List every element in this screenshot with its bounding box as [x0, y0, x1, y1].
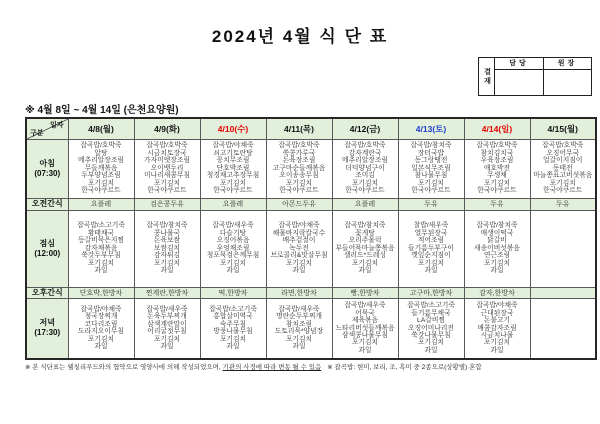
menu-item: 돈불고기 — [483, 317, 511, 325]
menu-item: 잡곡밥/참치죽 — [146, 222, 188, 230]
menu-item: 어묵국 — [355, 309, 375, 317]
menu-item: 샐러드*드레싱 — [343, 252, 387, 260]
snack-cell: 고구마,한방차 — [398, 287, 464, 298]
menu-cell — [332, 298, 398, 359]
menu-cell — [68, 139, 134, 198]
menu-cell — [398, 139, 464, 198]
menu-item: 얼갈이지짐이 — [543, 157, 583, 165]
menu-item: 잡곡밥/호박죽 — [278, 142, 320, 150]
menu-item: 한국야쿠르트 — [543, 187, 583, 195]
menu-item: 도라지오이무침 — [78, 328, 124, 336]
corner-label-category: 구분 — [30, 129, 44, 137]
menu-item: 과일 — [160, 343, 174, 351]
menu-item: 더덕양념구이 — [345, 164, 385, 172]
menu-item: 잡곡밥/야채죽 — [476, 302, 518, 310]
menu-item: 방풍나물무침 — [213, 328, 253, 336]
menu-item: 마늘쫑표고버섯볶음 — [533, 172, 593, 180]
menu-item: 과일 — [226, 343, 240, 351]
meal-row — [26, 139, 596, 198]
menu-cell — [398, 298, 464, 359]
row-label: 아침 (07:30) — [26, 139, 68, 198]
menu-item: 명란순두부찌개 — [276, 313, 322, 321]
menu-cell — [332, 139, 398, 198]
snack-cell: 아몬드두유 — [266, 198, 332, 210]
menu-item: 잡곡밥/새우죽 — [344, 302, 386, 310]
snack-cell: 라면,한방차 — [266, 287, 332, 298]
menu-item: 단호박조림 — [216, 164, 250, 172]
menu-item: 느타리버섯들깨볶음 — [335, 324, 395, 332]
date-header: 4/8(월) — [68, 118, 134, 139]
menu-item: 도토리묵*양념장 — [274, 328, 324, 336]
date-header: 4/15(월) — [530, 118, 596, 139]
menu-item: 삼색계란말이 — [147, 320, 187, 328]
date-header: 4/9(화) — [134, 118, 200, 139]
menu-item: 포기김치 — [483, 179, 511, 187]
menu-item: 포기김치 — [417, 179, 445, 187]
menu-item: 우엉채조림 — [216, 244, 250, 252]
approval-box — [478, 57, 592, 96]
menu-item: 시금치나물 — [480, 331, 514, 339]
menu-item: 열무된장국 — [414, 229, 448, 237]
snack-cell: 빵,한방차 — [332, 287, 398, 298]
menu-cell — [332, 210, 398, 287]
menu-cell — [68, 298, 134, 359]
menu-item: 보쌈김치 — [153, 244, 181, 252]
menu-cell — [398, 210, 464, 287]
menu-item: 과일 — [490, 346, 504, 354]
menu-item: 한국야쿠르트 — [345, 187, 385, 195]
menu-item: 참치조림 — [285, 320, 313, 328]
approval-col-manager — [495, 58, 543, 95]
menu-item: 잡곡밥/소고기죽 — [407, 302, 455, 310]
menu-item: 청경채고추장무침 — [206, 172, 260, 180]
row-label: 점심 (12:00) — [26, 210, 68, 287]
footer-note2-text: ※ 잡곡밥: 현미, 보리, 조, 흑미 중 2종으로(상황별) 혼합 — [327, 364, 482, 371]
menu-item: 포기김치 — [87, 179, 115, 187]
menu-item: 포기김치 — [483, 259, 511, 267]
menu-item: 쑥갓나물무침 — [411, 331, 451, 339]
snack-cell: 요플레 — [332, 198, 398, 210]
menu-item: 무생채 — [487, 172, 507, 180]
menu-cell — [200, 298, 266, 359]
snack-cell: 두유 — [530, 198, 596, 210]
row-label: 오전간식 — [26, 198, 68, 210]
menu-item: 청국장찌개 — [84, 313, 118, 321]
menu-item: 한국야쿠르트 — [279, 187, 319, 195]
menu-item: 오징어볶음 — [216, 237, 250, 245]
menu-item: 과일 — [94, 343, 108, 351]
menu-item: 애호박전 — [483, 164, 511, 172]
menu-item: 돈육두부찌개 — [147, 313, 187, 321]
menu-cell — [530, 298, 596, 359]
menu-item: 황태채국 — [87, 229, 115, 237]
menu-item: 두부양념조림 — [81, 172, 121, 180]
approval-label: 결재 — [479, 58, 495, 95]
menu-item: 포기김치 — [285, 179, 313, 187]
menu-item: 잡곡밥/호박죽 — [344, 142, 386, 150]
corner-cell — [26, 118, 68, 139]
snack-cell: 찐계란,한방차 — [134, 287, 200, 298]
snack-cell — [530, 287, 596, 298]
menu-item: 잡곡밥/소고기죽 — [209, 305, 257, 313]
menu-item: 잡곡밥/호박죽 — [542, 142, 584, 150]
footer-note1-underlined: 기관의 사정에 따라 변동 될 수 있음 — [222, 364, 322, 371]
menu-item: 메추리알장조림 — [78, 157, 124, 165]
menu-item: 포기김치 — [285, 259, 313, 267]
menu-item: 오이송송무침 — [279, 172, 319, 180]
menu-item: 포기김치 — [153, 179, 181, 187]
menu-item: 포기김치 — [351, 339, 379, 347]
menu-cell — [200, 139, 266, 198]
menu-item: 포기김치 — [351, 259, 379, 267]
menu-item: 포기김치 — [219, 179, 247, 187]
menu-item: 닭갈비 — [487, 237, 507, 245]
menu-item: 청포묵검은깨무침 — [206, 252, 260, 260]
menu-item: 삼색콩나물무침 — [342, 331, 388, 339]
menu-item: 잡곡밥/참치죽 — [410, 142, 452, 150]
menu-item: 메추리알장조림 — [342, 157, 388, 165]
menu-cell — [134, 210, 200, 287]
menu-item: 시금치토장국 — [147, 149, 187, 157]
menu-item: 홍합살미역국 — [213, 313, 253, 321]
date-header-row — [26, 118, 596, 139]
menu-cell — [464, 139, 530, 198]
menu-cell — [134, 298, 200, 359]
menu-item: 과일 — [292, 343, 306, 351]
menu-cell — [530, 210, 596, 287]
menu-item: 포기김치 — [87, 259, 115, 267]
approval-col-header: 담당 — [495, 58, 543, 70]
menu-item: 참나물무침 — [414, 172, 448, 180]
menu-item: 잡곡밥/새우죽 — [278, 305, 320, 313]
row-label: 오후간식 — [26, 287, 68, 298]
approval-signature-area — [495, 70, 543, 95]
menu-item: 잡곡밥/야채죽 — [212, 142, 254, 150]
menu-item: 찰밥/새우죽 — [413, 222, 449, 230]
menu-item: 콩나물국 — [153, 229, 181, 237]
menu-item: 잡곡밥/호박죽 — [146, 142, 188, 150]
menu-item: 과일 — [226, 267, 240, 275]
menu-item: 숙주무침 — [219, 320, 247, 328]
menu-item: 쑥갓두부무침 — [81, 252, 121, 260]
menu-item: 연근조림 — [483, 252, 511, 260]
date-header: 4/12(금) — [332, 118, 398, 139]
date-header: 4/11(목) — [266, 118, 332, 139]
menu-item: 부들어묵마늘쫑볶음 — [335, 244, 395, 252]
menu-item: 포기김치 — [153, 335, 181, 343]
menu-item: 포기김치 — [351, 179, 379, 187]
menu-item: 들기름무채국 — [411, 309, 451, 317]
meal-row — [26, 298, 596, 359]
menu-item: 포기김치 — [417, 259, 445, 267]
snack-cell: 두유 — [398, 198, 464, 210]
menu-cell — [200, 210, 266, 287]
menu-item: 쑥콩가루국 — [282, 149, 316, 157]
snack-cell: 두유 — [464, 198, 530, 210]
menu-item: 해물바지락칼국수 — [272, 229, 326, 237]
snack-cell: 단호박,한방차 — [68, 287, 134, 298]
menu-item: 포기김치 — [417, 339, 445, 347]
menu-item: 다슬기탕 — [219, 229, 247, 237]
snack-row — [26, 287, 596, 298]
snack-cell: 요플레 — [68, 198, 134, 210]
footer-note — [25, 362, 482, 371]
menu-item: 과일 — [424, 346, 438, 354]
menu-item: 포기김치 — [153, 259, 181, 267]
menu-item: 녹두전 — [289, 244, 309, 252]
menu-item: 한국야쿠르트 — [81, 187, 121, 195]
date-range-subtitle: ※ 4월 8일 ~ 4월 14일 (은천요양원) — [25, 105, 179, 116]
menu-item: 과일 — [358, 346, 372, 354]
snack-cell: 떡,한방차 — [200, 287, 266, 298]
menu-item: 등갈비묵은지찜 — [78, 237, 124, 245]
menu-item: 동그랑땡전 — [414, 157, 448, 165]
menu-item: 감자채볶음 — [84, 244, 118, 252]
menu-item: 포기김치 — [285, 335, 313, 343]
approval-col-header: 원장 — [544, 58, 591, 70]
menu-item: 돈육장조림 — [282, 157, 316, 165]
menu-item: 잡곡밥/새우죽 — [146, 305, 188, 313]
row-label: 저녁 (17:30) — [26, 298, 68, 359]
menu-item: 돈육보쌈 — [153, 237, 181, 245]
menu-cell — [266, 210, 332, 287]
menu-item: 장터국밥 — [417, 149, 445, 157]
menu-item: 감자계란국 — [348, 149, 382, 157]
menu-item: 포기김치 — [483, 339, 511, 347]
menu-item: 오징어미나리전 — [408, 324, 454, 332]
menu-item: 어리굴젓무침 — [147, 328, 187, 336]
menu-item: 과일 — [490, 267, 504, 275]
approval-signature-area — [544, 70, 591, 95]
menu-item: 근대된장국 — [480, 309, 514, 317]
menu-item: 적어조림 — [417, 237, 445, 245]
menu-item: 오징어무국 — [546, 149, 580, 157]
footer-note1-text: ※ 본 식단표는 웰칭리푸드와의 협약으로 영양사에 의해 작성되었으며, — [25, 364, 223, 371]
menu-item: 잡곡밥/참치죽 — [344, 222, 386, 230]
menu-item: 잡곡밥/호박죽 — [476, 142, 518, 150]
menu-item: 포기김치 — [219, 259, 247, 267]
menu-item: 동태전 — [552, 164, 573, 172]
menu-item: 조미김 — [355, 172, 375, 180]
menu-item: 잡곡밥/새우죽 — [212, 222, 254, 230]
menu-item: 오이뱃두리 — [150, 164, 184, 172]
menu-item: 과일 — [94, 267, 108, 275]
corner-label-date: 일자 — [49, 122, 64, 129]
menu-item: 한국야쿠르트 — [147, 187, 187, 195]
menu-item: 들기름두부구이 — [408, 244, 454, 252]
menu-item: 과일 — [358, 267, 372, 275]
page-title: 2024년 4월 식 단 표 — [211, 27, 389, 46]
menu-item: 배추겉절이 — [282, 237, 316, 245]
date-header: 4/13(토) — [398, 118, 464, 139]
snack-cell: 요플레 — [200, 198, 266, 210]
snack-row — [26, 198, 596, 210]
menu-item: 한국야쿠르트 — [213, 187, 253, 195]
menu-cell — [68, 210, 134, 287]
menu-item: 미나리새콤무침 — [144, 172, 190, 180]
menu-item: 가자미뎃장조림 — [144, 157, 190, 165]
menu-cell — [464, 298, 530, 359]
menu-cell — [464, 210, 530, 287]
menu-item: 고구마순들깨볶음 — [272, 164, 326, 172]
menu-item: 우육장조림 — [480, 157, 514, 165]
menu-item: 오리주물럭 — [348, 237, 382, 245]
menu-item: 잡곡밥/참치죽 — [476, 222, 518, 230]
approval-col-director — [543, 58, 591, 95]
menu-item: 포기김치 — [219, 335, 247, 343]
menu-item: 꽁치무조림 — [216, 157, 250, 165]
menu-item: 잡곡밥/소고기죽 — [77, 222, 125, 230]
menu-table — [25, 117, 597, 360]
menu-item: 감자튀김 — [153, 252, 181, 260]
menu-item: 일본식무조림 — [411, 164, 451, 172]
menu-item: 과일 — [160, 267, 174, 275]
menu-item: 코다리조림 — [84, 320, 118, 328]
menu-item: 한국야쿠르트 — [477, 187, 517, 195]
menu-item: 쇠고기토란탕 — [213, 149, 253, 157]
meal-row — [26, 210, 596, 287]
menu-item: 꽃게탕 — [355, 229, 375, 237]
menu-cell — [266, 139, 332, 198]
menu-item: 매콤감자조림 — [477, 324, 517, 332]
menu-item: 참치김치국 — [480, 149, 514, 157]
menu-cell — [134, 139, 200, 198]
menu-item: 잡곡밥/호박죽 — [80, 142, 122, 150]
menu-item: 무들깨볶음 — [84, 164, 118, 172]
menu-item: 새송이버섯볶음 — [474, 244, 520, 252]
menu-item: 매생이떡국 — [480, 229, 514, 237]
snack-cell: 검은콩두유 — [134, 198, 200, 210]
menu-item: 한국야쿠르트 — [411, 187, 451, 195]
menu-item: 브로콜리&맛살무침 — [270, 252, 328, 260]
menu-item: 과일 — [424, 267, 438, 275]
menu-item: 제육볶음 — [351, 317, 379, 325]
snack-cell: 감자,한방차 — [464, 287, 530, 298]
menu-item: 잡곡밥/야채죽 — [80, 305, 122, 313]
menu-cell — [530, 139, 596, 198]
menu-item: 과일 — [292, 267, 306, 275]
menu-item: 알탕 — [94, 149, 108, 157]
menu-item: 포기김치 — [549, 179, 576, 187]
menu-item: 깻잎순지짐이 — [411, 252, 451, 260]
date-header: 4/14(일) — [464, 118, 530, 139]
date-header: 4/10(수) — [200, 118, 266, 139]
menu-cell — [266, 298, 332, 359]
menu-item: 포기김치 — [87, 335, 115, 343]
menu-item: 잡곡밥/야채죽 — [278, 222, 320, 230]
menu-item: LA갈비찜 — [416, 317, 445, 325]
